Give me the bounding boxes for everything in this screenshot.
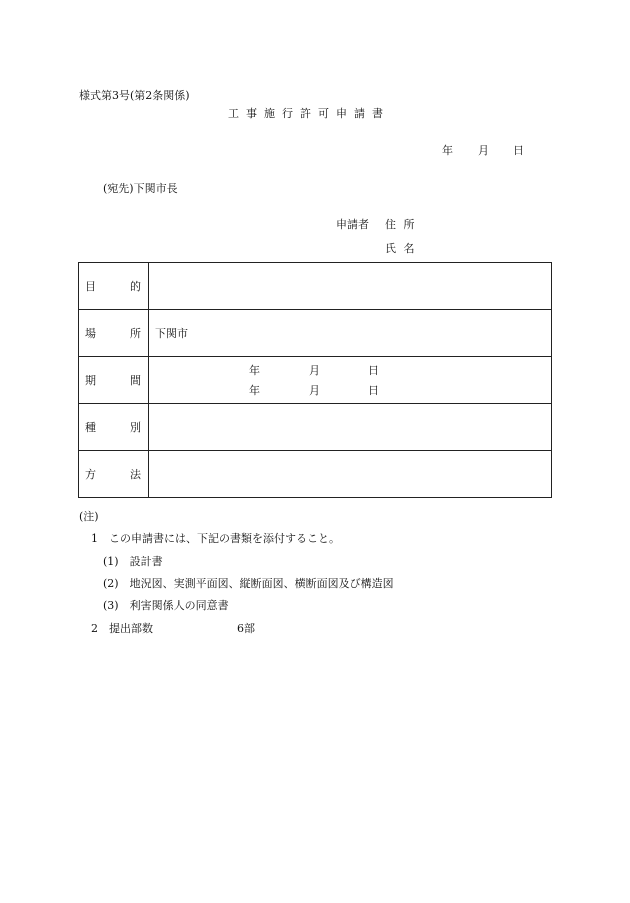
applicant-address-label: 住 所	[385, 218, 415, 231]
date-month-label: 月	[478, 144, 489, 157]
notes-item-2-label: 2 提出部数	[91, 622, 153, 635]
notes-item-1: 1 この申請書には、下記の書類を添付すること。	[91, 532, 340, 545]
period-start-year: 年	[249, 364, 260, 377]
row-label: 種 別	[85, 421, 141, 434]
table-row-location	[79, 310, 552, 357]
notes-sub-item: (3) 利害関係人の同意書	[103, 599, 229, 612]
document-title: 工事施行許可申請書	[228, 107, 390, 120]
table-row-method	[79, 451, 552, 498]
period-start-month: 月	[309, 364, 320, 377]
row-label: 方 法	[85, 468, 141, 481]
date-day-label: 日	[513, 144, 524, 157]
row-label: 期 間	[85, 374, 141, 387]
period-end-year: 年	[249, 384, 260, 397]
row-label: 場 所	[85, 327, 141, 340]
period-end-month: 月	[309, 384, 320, 397]
table-row-period	[79, 357, 552, 404]
notes-item-2-value: 6部	[237, 622, 255, 635]
notes-sub-item: (1) 設計書	[103, 555, 163, 568]
period-end-day: 日	[368, 384, 379, 397]
period-dates	[149, 357, 551, 403]
table-row-type	[79, 404, 552, 451]
table-row-purpose	[79, 263, 552, 310]
addressee: (宛先)下関市長	[103, 182, 178, 195]
date-year-label: 年	[442, 144, 453, 157]
applicant-name-label: 氏 名	[385, 242, 415, 255]
form-number: 様式第3号(第2条関係)	[79, 89, 190, 102]
row-label: 目 的	[85, 280, 141, 293]
period-start-day: 日	[368, 364, 379, 377]
applicant-role-label: 申請者	[336, 218, 369, 231]
application-form-table	[78, 262, 552, 498]
notes-heading: (注)	[79, 510, 99, 523]
notes-sub-item: (2) 地況図、実測平面図、縦断面図、横断面図及び構造図	[103, 577, 394, 590]
location-value: 下関市	[155, 327, 188, 340]
